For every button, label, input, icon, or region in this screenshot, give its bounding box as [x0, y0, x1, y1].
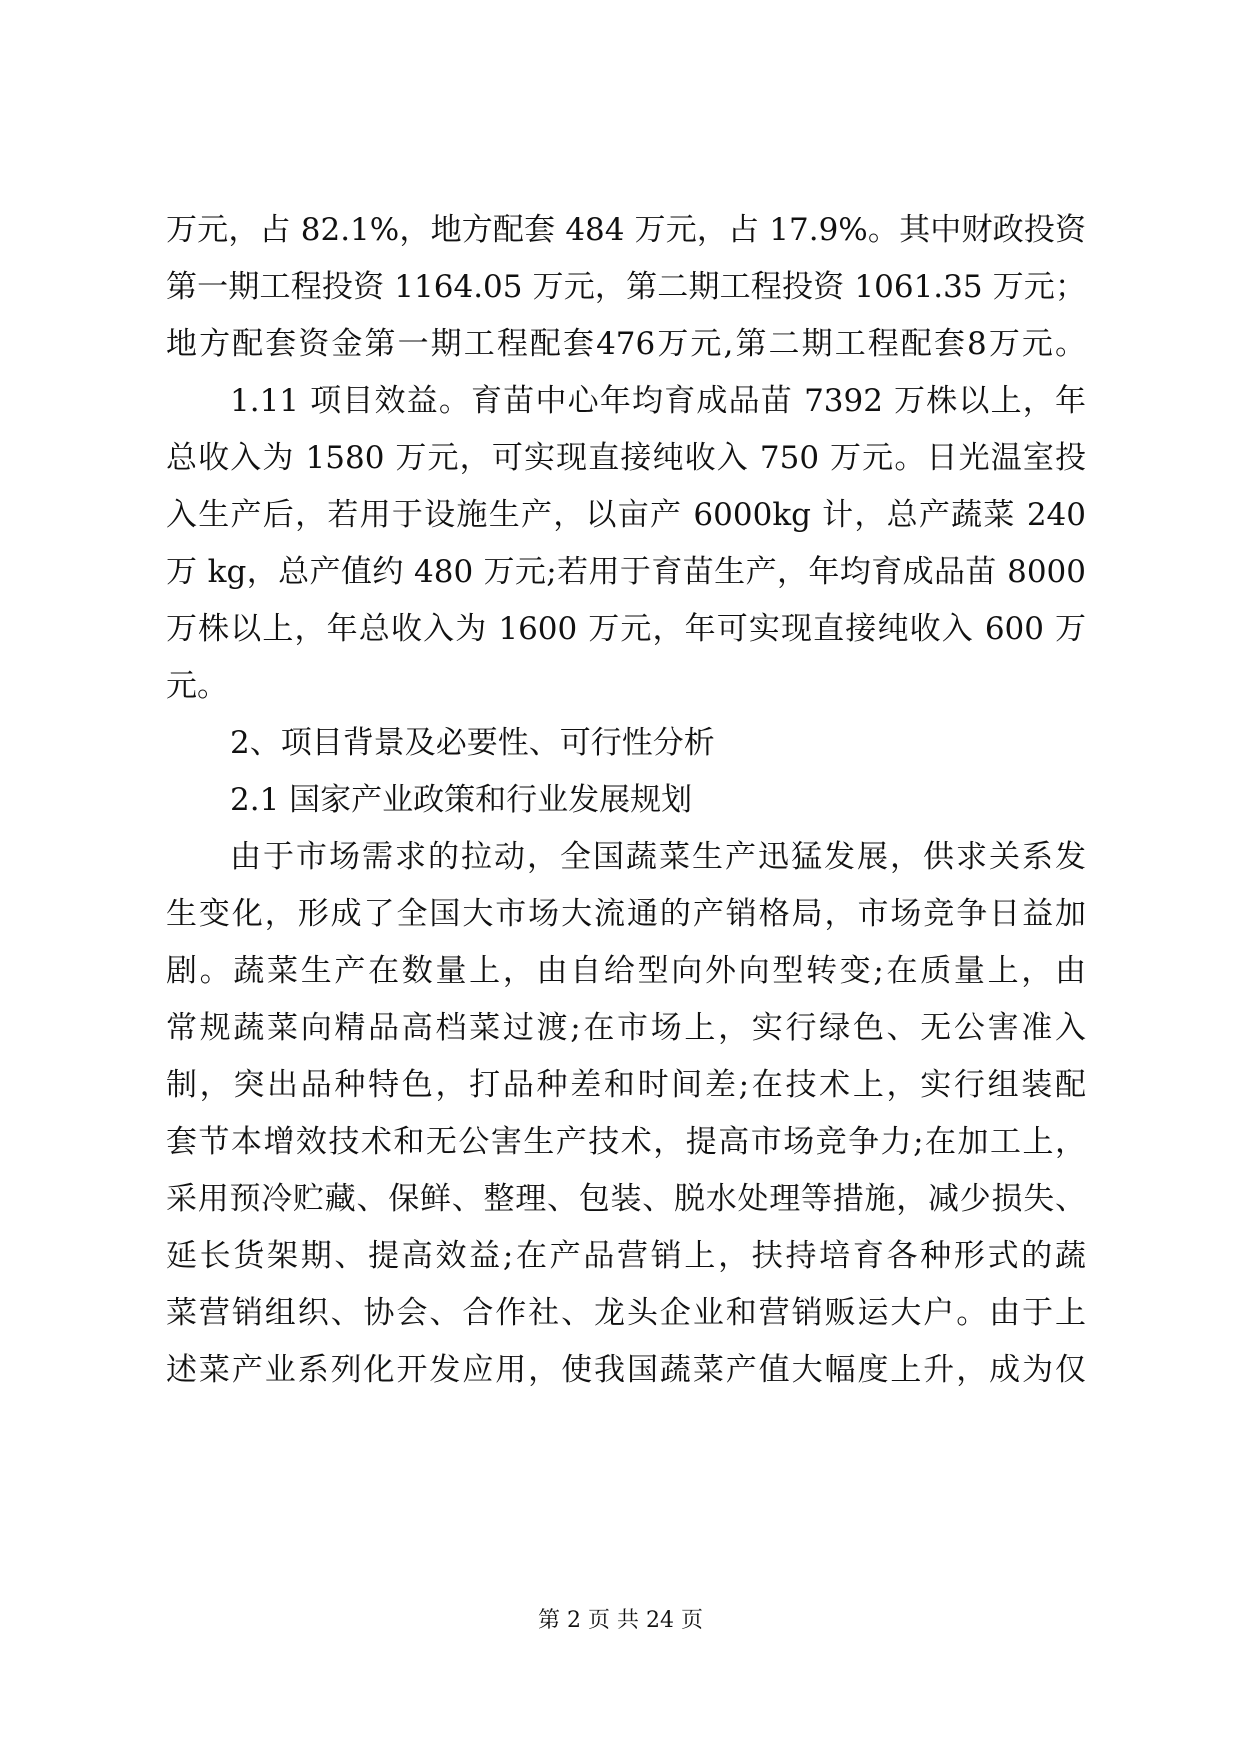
body-line: 延长货架期、提高效益;在产品营销上，扶持培育各种形式的蔬 [166, 1238, 1086, 1274]
body-line: 万 kg，总产值约 480 万元;若用于育苗生产，年均育成品苗 8000 [166, 554, 1086, 590]
body-line: 第一期工程投资 1164.05 万元，第二期工程投资 1061.35 万元； [166, 269, 1086, 305]
body-line: 生变化，形成了全国大市场大流通的产销格局，市场竞争日益加 [166, 896, 1086, 932]
section-heading-2-1: 2.1 国家产业政策和行业发展规划 [230, 782, 693, 818]
body-line: 地方配套资金第一期工程配套476万元,第二期工程配套8万元。 [166, 326, 1086, 362]
page-number-footer: 第 2 页 共 24 页 [538, 1608, 703, 1633]
body-line: 总收入为 1580 万元，可实现直接纯收入 750 万元。日光温室投 [166, 440, 1086, 476]
section-heading-2: 2、项目背景及必要性、可行性分析 [230, 725, 715, 761]
body-line: 制，突出品种特色，打品种差和时间差;在技术上，实行组装配 [166, 1067, 1086, 1103]
body-line: 元。 [166, 668, 228, 704]
body-line: 剧。蔬菜生产在数量上，由自给型向外向型转变;在质量上，由 [166, 953, 1086, 989]
body-line: 入生产后，若用于设施生产，以亩产 6000kg 计，总产蔬菜 240 [166, 497, 1086, 533]
body-line: 采用预冷贮藏、保鲜、整理、包装、脱水处理等措施，减少损失、 [166, 1181, 1086, 1217]
body-line: 万株以上，年总收入为 1600 万元，年可实现直接纯收入 600 万 [166, 611, 1086, 647]
body-line: 套节本增效技术和无公害生产技术，提高市场竞争力;在加工上， [166, 1124, 1086, 1160]
body-line: 菜营销组织、协会、合作社、龙头企业和营销贩运大户。由于上 [166, 1295, 1086, 1331]
body-line: 常规蔬菜向精品高档菜过渡;在市场上，实行绿色、无公害准入 [166, 1010, 1086, 1046]
body-line: 述菜产业系列化开发应用，使我国蔬菜产值大幅度上升，成为仅 [166, 1352, 1086, 1388]
body-line: 万元，占 82.1%，地方配套 484 万元，占 17.9%。其中财政投资 [166, 212, 1086, 248]
body-line: 由于市场需求的拉动，全国蔬菜生产迅猛发展，供求关系发 [230, 839, 1086, 875]
section-heading-1-11: 1.11 项目效益。育苗中心年均育成品苗 7392 万株以上，年 [230, 383, 1086, 419]
